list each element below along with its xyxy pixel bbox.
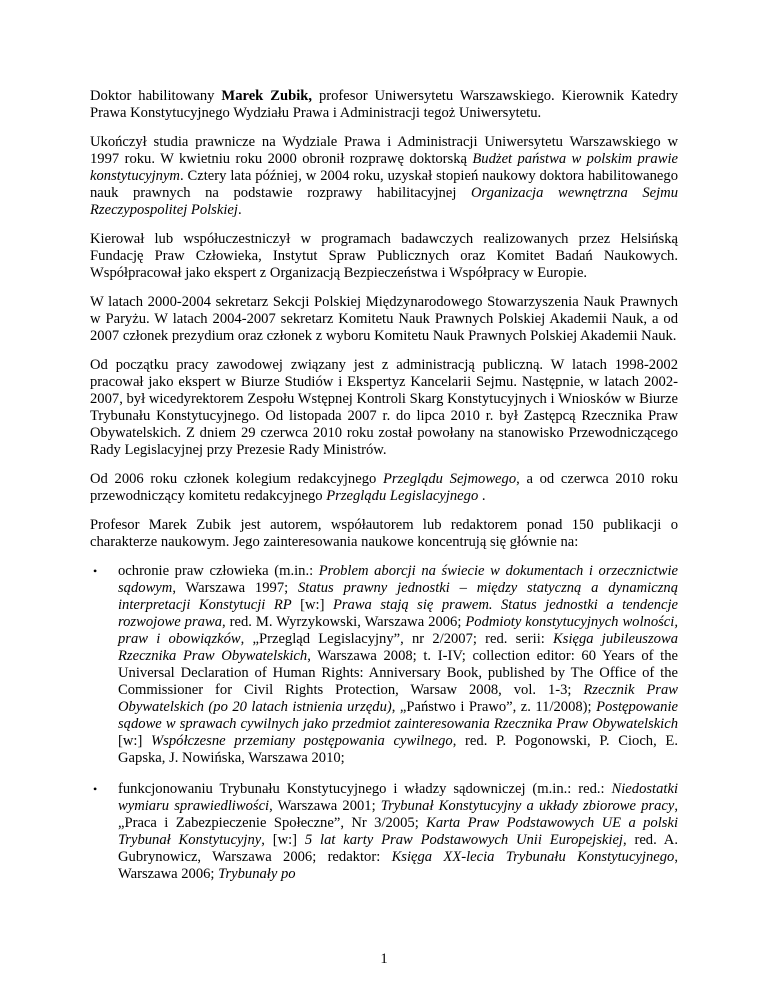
italic-title: Księga XX-lecia Trybunału Konstytucyjnego [391,849,675,865]
document-body [90,88,678,897]
italic-title: Rzecznik Praw Obywatelskich (po 20 latach istnienia urzędu) [118,682,678,715]
text-run: , „Państwo i Prawo”, z. 11/2008); [391,699,597,715]
text-run: , „Praca i Zabezpieczenie Społeczne”, Nr 3/2005; [118,798,679,831]
list-item-human-rights [118,563,678,767]
text-run: Ukończył studia prawnicze na Wydziale Prawa i Administracji Uniwersytetu Warszawskiego w 1997 roku. W kwietniu roku 2000 obronił rozprawę doktorską [90,134,678,167]
text-run: , [w:] [261,832,305,848]
italic-title: Trybunały po [218,866,296,882]
list-item-constitutional-tribunal [118,781,678,883]
bold-text: Marek Zubik, [221,88,313,104]
text-run: profesor Uniwersytetu Warszawskiego. Kierownik Katedry Prawa Konstytucyjnego Wydziału Prawa i Administracji tegoż Uniwersytetu. [90,88,678,121]
italic-title: Niedostatki wymiaru sprawiedliwości [118,781,678,814]
italic-title: Podmioty konstytucyjnych wolności, praw i obowiązków [118,614,678,647]
italic-title: Postępowanie sądowe w sprawach cywilnych jako przedmiot zainteresowania Rzecznika Praw Obywatelskich [118,699,678,732]
text-run: [w:] [291,597,333,613]
text-run: Doktor habilitowany [90,88,222,104]
text-run: , Warszawa 1997; [172,580,298,596]
text-run: . [478,488,486,504]
italic-title: Prawa stają się prawem. Status jednostki a tendencje rozwojowe prawa [118,597,678,630]
text-run: , a od czerwca 2010 roku przewodniczący komitetu redakcyjnego [90,471,678,504]
paragraph-research [90,231,678,282]
text-run: Od 2006 roku członek kolegium redakcyjnego [90,471,383,487]
italic-title: 5 lat karty Praw Podstawowych Unii Europejskiej [304,832,623,848]
italic-title: Przeglądu Legislacyjnego [326,488,479,504]
italic-title: Organizacja wewnętrzna Sejmu Rzeczypospolitej Polskiej [90,185,678,218]
text-run: . [237,202,242,218]
italic-title: Budżet państwa w polskim prawie konstytucyjnym [90,151,678,184]
paragraph-publications [90,517,678,551]
text-run: Profesor Marek Zubik jest autorem, współautorem lub redaktorem ponad 150 publikacji o charakterze naukowym. Jego zainteresowania naukowe koncentrują się głównie na: [90,517,678,550]
text-run: , red. A. Gubrynowicz, Warszawa 2006; redaktor: [118,832,678,865]
text-run: . Cztery lata później, w 2004 roku, uzyskał stopień naukowy doktora habilitowanego nauk prawnych na podstawie rozprawy habilitacyjnej [90,168,678,201]
interests-list [90,563,678,883]
text-run: W latach 2000-2004 sekretarz Sekcji Polskiej Międzynarodowego Stowarzyszenia Nauk Prawnych w Paryżu. W latach 2004-2007 sekretarz Komitetu Nauk Prawnych Polskiej Akademii Nauk, a od 2007 członek prezydium oraz członek z wyboru Komitetu Nauk Prawnych Polskiej Akademii Nauk. [90,294,678,344]
italic-title: Trybunał Konstytucyjny a układy zbiorowe pracy [380,798,675,814]
paragraph-editorial [90,471,678,505]
paragraph-education [90,134,678,219]
text-run: , red. P. Pogonowski, P. Cioch, E. Gapska, J. Nowińska, Warszawa 2010; [118,733,678,766]
page-number: 1 [380,951,388,967]
italic-title: Współczesne przemiany postępowania cywilnego [151,733,453,749]
text-run: funkcjonowaniu Trybunału Konstytucyjnego i władzy sądowniczej (m.in.: red.: [118,781,612,797]
text-run: ochronie praw człowieka (m.in.: [118,563,319,579]
text-run: Kierował lub współuczestniczył w programach badawczych realizowanych przez Helsińską Fundację Praw Człowieka, Instytut Spraw Publicznych oraz Komitet Badań Naukowych. Współpracował jako ekspert z Organizacją Bezpieczeństwa i Współpracy w Europie. [90,231,678,281]
italic-title: Księga jubileuszowa Rzecznika Praw Obywatelskich [118,631,678,664]
text-run: Od początku pracy zawodowej związany jest z administracją publiczną. W latach 1998-2002 pracował jako ekspert w Biurze Studiów i Ekspertyz Kancelarii Sejmu. Następnie, w latach 2002-2007, był wicedyrektorem Zespołu Wstępnej Kontroli Skarg Konstytucyjnych i Wniosków w Biurze Trybunału Konstytucyjnego. Od listopada 2007 r. do lipca 2010 r. był Zastępcą Rzecznika Praw Obywatelskich. Z dniem 29 czerwca 2010 roku został powołany na stanowisko Przewodniczącego Rady Legislacyjnej przy Prezesie Rady Ministrów. [90,357,678,458]
paragraph-career [90,357,678,459]
text-run: , Warszawa 2006; [118,849,679,882]
text-run: , Warszawa 2001; [269,798,381,814]
text-run: , „Przegląd Legislacyjny”, nr 2/2007; red. serii: [240,631,554,647]
paragraph-academy [90,294,678,345]
text-run: , Warszawa 2008; t. I-IV; collection editor: 60 Years of the Universal Declaration of Human Rights: Anniversary Book, published by The Office of the Commissioner for Civil Rights Protection, Warsaw 2008, vol. 1-3; [118,648,678,698]
italic-title: Problem aborcji na świecie w dokumentach i orzecznictwie sądowym [118,563,678,596]
text-run: , red. M. Wyrzykowski, Warszawa 2006; [222,614,466,630]
text-run: [w:] [118,733,152,749]
paragraph-intro [90,88,678,122]
italic-title: Karta Praw Podstawowych UE a polski Trybunał Konstytucyjny [118,815,678,848]
italic-title: Przeglądu Sejmowego [382,471,517,487]
italic-title: Status prawny jednostki – między statyczną a dynamiczną interpretacji Konstytucji RP [118,580,678,613]
